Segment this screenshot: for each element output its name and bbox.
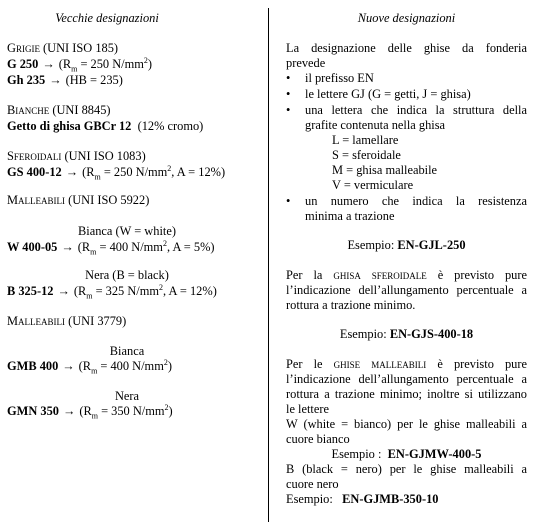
malleabili-para-line-2: l’indicazione dell’allungamento percentuale a: [286, 372, 527, 386]
grigie-g250-value: = 250 N/mm: [77, 57, 144, 71]
bullet-number-line-2: minima a trazione: [305, 209, 395, 223]
bullet-icon: •: [286, 194, 291, 208]
ghise-malleabili-term: ghise malleabili: [333, 357, 427, 371]
r-symbol: (R: [58, 57, 72, 71]
r-subscript: m: [71, 64, 78, 74]
gmn350-line: [7, 404, 173, 419]
example-1: [286, 238, 527, 253]
structure-sferoidale: S = sferoidale: [332, 148, 401, 162]
malleabili-para-line-7: B (black = nero) per le ghise malleabili a: [286, 462, 527, 476]
bianche-title: Bianche (UNI 8845): [7, 103, 111, 117]
arrow-icon: →: [65, 165, 79, 179]
sferoidali-value: = 250 N/mm: [100, 165, 168, 179]
gmn350-value: = 350 N/mm: [97, 404, 165, 418]
example-code: EN-GJS-400-18: [389, 327, 474, 341]
bullet-icon: •: [286, 103, 291, 117]
r-symbol: (R: [82, 165, 95, 179]
bianche-code: Getto di ghisa GBCr 12: [7, 119, 132, 133]
arrow-icon: →: [57, 284, 70, 298]
text-span: Per la: [286, 268, 323, 282]
bianca-label: Bianca: [109, 344, 145, 358]
example-code: EN-GJL-250: [397, 238, 466, 252]
sferoidale-para-line-1: [286, 268, 527, 283]
squared-sup: 2: [163, 357, 168, 367]
malleabili-para-line-6: cuore bianco: [286, 432, 350, 446]
structure-lamellare: L = lamellare: [332, 133, 399, 147]
gmb400-line: [7, 359, 172, 374]
grigie-gh235-code: Gh 235: [7, 73, 46, 87]
example-label: Esempio :: [331, 447, 382, 461]
bullet-structure-line-1: una lettera che indica la struttura della: [305, 103, 527, 117]
bullet-icon: •: [286, 87, 291, 101]
nera-label: Nera: [114, 389, 140, 403]
text-span: è previsto pure: [437, 357, 527, 371]
r-subscript: m: [94, 172, 101, 182]
close-paren: ): [168, 404, 173, 418]
gmb400-code: GMB 400: [7, 359, 59, 373]
structure-vermiculare: V = vermiculare: [332, 178, 414, 192]
bullet-structure-line-2: grafite contenuta nella ghisa: [305, 118, 446, 132]
r-symbol: (R: [78, 359, 92, 373]
b325-value: = 325 N/mm: [92, 284, 160, 298]
sferoidali-tail: , A = 12%): [171, 165, 226, 179]
squared-sup: 2: [159, 282, 164, 292]
grigie-gh235-value: (HB = 235): [65, 73, 123, 87]
text-span: è previsto pure: [437, 268, 527, 282]
r-subscript: m: [91, 366, 98, 376]
bullet-prefix-en: il prefisso EN: [305, 71, 374, 85]
b325-tail: , A = 12%): [163, 284, 217, 298]
w400-line: [7, 240, 215, 255]
w400-tail: , A = 5%): [166, 240, 215, 254]
structure-malleabile: M = ghisa malleabile: [332, 163, 438, 177]
arrow-icon: →: [62, 359, 75, 373]
malleabili-iso-title: Malleabili (UNI ISO 5922): [7, 193, 150, 207]
example-3: [286, 447, 527, 462]
squared-sup: 2: [167, 163, 172, 173]
arrow-icon: →: [62, 404, 76, 418]
r-subscript: m: [91, 411, 98, 421]
gmn350-code: GMN 350: [7, 404, 59, 418]
sferoidale-para-line-2: l’indicazione dell’allungamento percentuale a: [286, 283, 527, 297]
grigie-gh235-line: [7, 73, 123, 88]
sferoidali-code: GS 400-12: [7, 165, 62, 179]
text-span: Per le: [286, 357, 323, 371]
arrow-icon: →: [49, 73, 62, 87]
malleabili-para-line-4: le lettere: [286, 402, 329, 416]
bullet-icon: •: [286, 71, 291, 85]
example-code: EN-GJMB-350-10: [342, 492, 439, 506]
r-symbol: (R: [73, 284, 87, 298]
ghisa-sferoidale-term: ghisa sferoidale: [333, 268, 427, 282]
old-designations-heading: Vecchie designazioni: [55, 11, 159, 25]
bianche-note: (12% cromo): [137, 119, 204, 133]
squared-sup: 2: [162, 238, 167, 248]
new-designations-heading: Nuove designazioni: [357, 11, 456, 25]
arrow-icon: →: [42, 57, 55, 71]
squared-sup: 2: [143, 55, 148, 65]
grigie-title: Grigie (UNI ISO 185): [7, 41, 119, 55]
grigie-g250-line: [7, 57, 152, 72]
bullet-gj-letters: le lettere GJ (G = getti, J = ghisa): [305, 87, 471, 101]
b325-line: [7, 284, 217, 299]
example-label: Esempio:: [339, 327, 387, 341]
gmb400-value: = 400 N/mm: [97, 359, 164, 373]
malleabili-para-line-3: rottura a trazione minimo; inoltre si utilizzano: [286, 387, 527, 401]
malleabili-para-line-5: W (white = bianco) per le ghise malleabili a: [286, 417, 527, 431]
intro-line-1: La designazione delle ghise da fonderia: [286, 41, 527, 55]
example-2: [286, 327, 527, 342]
r-subscript: m: [86, 291, 93, 301]
bullet-number-line-1: un numero che indica la resistenza: [305, 194, 527, 208]
w400-value: = 400 N/mm: [96, 240, 163, 254]
r-symbol: (R: [79, 404, 92, 418]
nera-b-label: Nera (B = black): [85, 268, 169, 282]
column-divider: [268, 8, 269, 522]
w400-code: W 400-05: [7, 240, 58, 254]
malleabili-para-line-1: [286, 357, 527, 372]
squared-sup: 2: [164, 402, 169, 412]
r-symbol: (R: [77, 240, 91, 254]
b325-code: B 325-12: [7, 284, 54, 298]
example-4: [286, 492, 438, 507]
example-label: Esempio:: [286, 492, 333, 506]
intro-line-2: prevede: [286, 56, 326, 70]
bianca-w-label: Bianca (W = white): [78, 224, 176, 238]
close-paren: ): [167, 359, 172, 373]
grigie-g250-code: G 250: [7, 57, 39, 71]
malleabili-uni-title: Malleabili (UNI 3779): [7, 314, 127, 328]
example-label: Esempio:: [347, 238, 395, 252]
sferoidali-line: [7, 165, 225, 180]
arrow-icon: →: [61, 240, 74, 254]
close-paren: ): [147, 57, 153, 71]
bianche-line: [7, 119, 203, 134]
sferoidale-para-line-3: rottura a trazione minimo.: [286, 298, 416, 312]
sferoidali-title: Sferoidali (UNI ISO 1083): [7, 149, 146, 163]
r-subscript: m: [90, 247, 97, 257]
malleabili-para-line-8: cuore nero: [286, 477, 339, 491]
example-code: EN-GJMW-400-5: [387, 447, 482, 461]
